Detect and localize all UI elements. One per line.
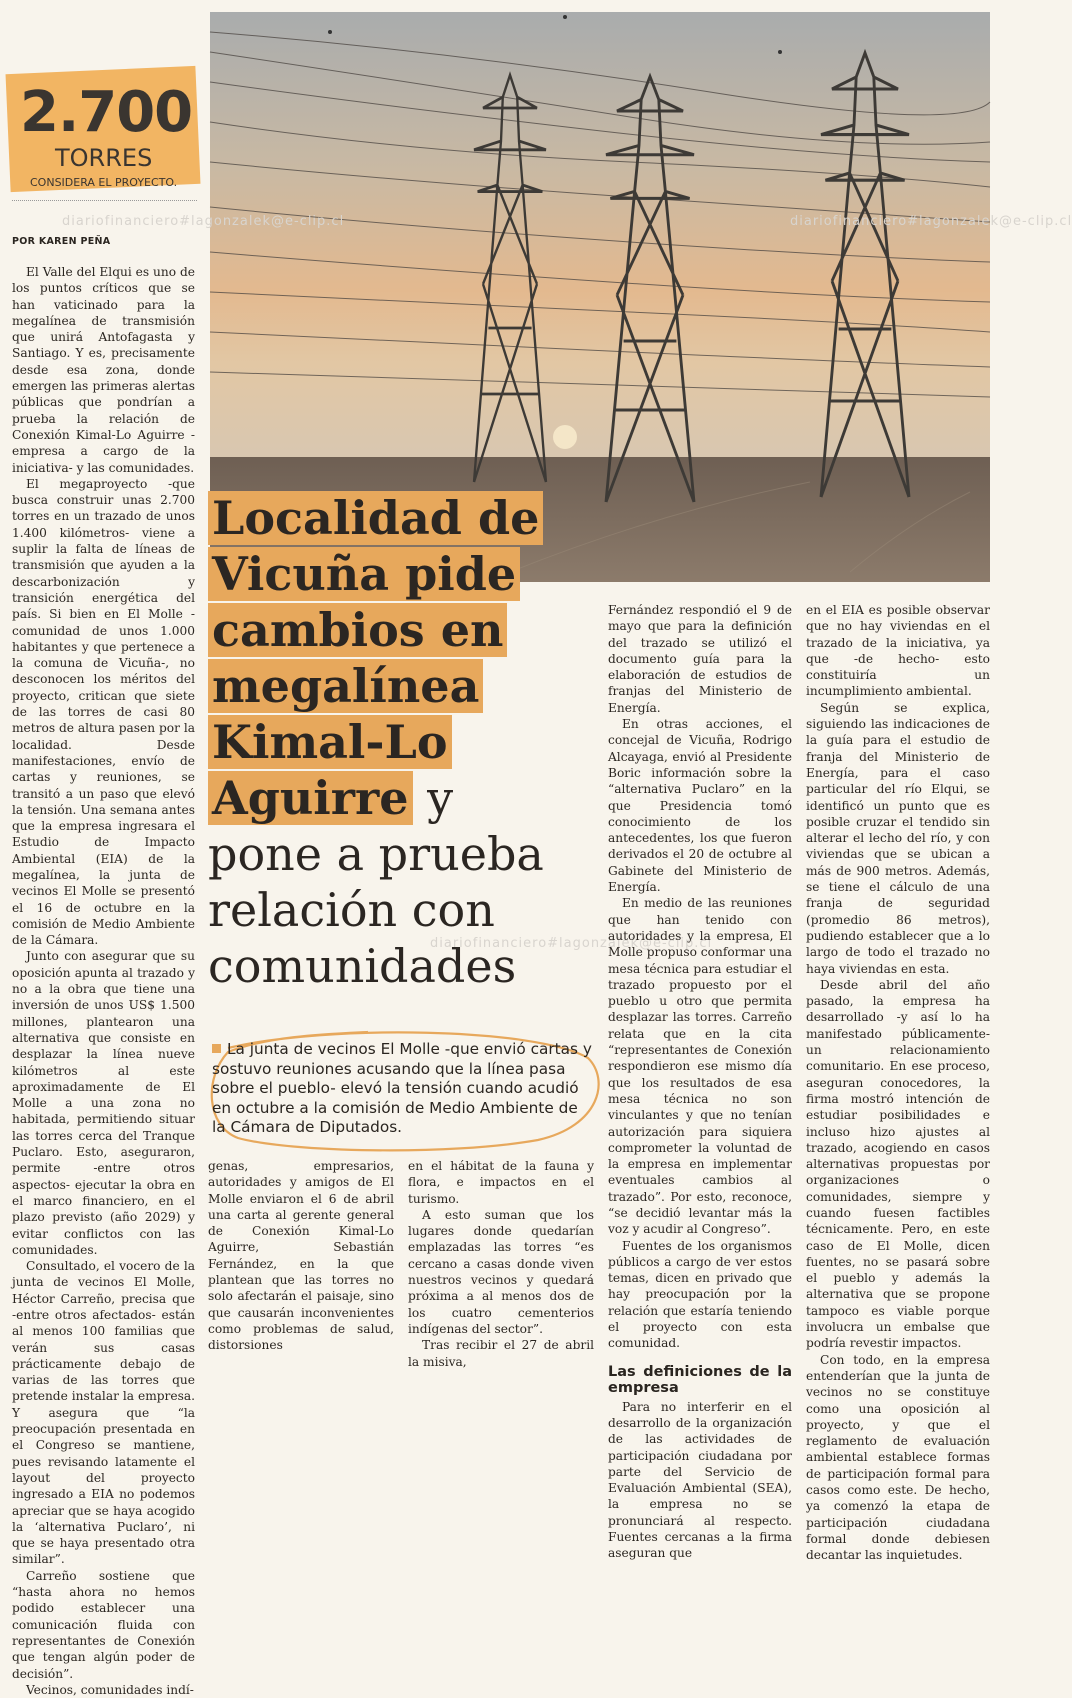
paragraph: genas, empresarios, autoridades y amigos de El Molle enviaron el 6 de abril una carta al gerente general de Conexión Kimal-Lo Aguirre, Sebastián Fernández, en la que plantean que las torres no solo afectarán el paisaje, sino que causarán inconvenientes como problemas de salud, distorsiones (208, 1159, 394, 1353)
headline-line: cambios en (208, 603, 507, 657)
watermark: diariofinanciero#lagonzalek@e-clip.cl (430, 936, 713, 951)
article-column-3 (408, 1158, 594, 1369)
section-heading: Las definiciones de la empresa (608, 1363, 792, 1396)
stat-unit: TORRES (55, 144, 153, 172)
paragraph: A esto suman que los lugares donde quedarían emplazadas las torres “es cercano a casas donde viven nuestros vecinos y quedará próxima a al menos dos de los cuatro cementerios indígenas del sector”. (408, 1207, 594, 1336)
paragraph: en el EIA es posible observar que no hay viviendas en el trazado de la iniciativa, ya que -de hecho- esto constituiría un incumplimiento ambiental. (806, 603, 990, 699)
stat-number: 2.700 (20, 80, 193, 145)
headline-line: Kimal-Lo (208, 715, 452, 769)
headline-line: pone a prueba (208, 827, 544, 881)
paragraph: Carreño sostiene que “hasta ahora no hemos podido establecer una comunicación fluida con representantes de Conexión que tengan algún poder de decisión”. (12, 1568, 195, 1681)
headline-line: comunidades (208, 939, 517, 993)
article-column-4 (608, 602, 792, 1561)
headline (208, 490, 598, 994)
stat-caption: CONSIDERA EL PROYECTO. (30, 176, 178, 189)
paragraph: El megaproyecto -que busca construir unas 2.700 torres en un trazado de unos 1.400 kilómetros- viene a suplir la falta de líneas de transmisión que ayuden a la descarbonización y transición energética del país. Si bien en El Molle -comunidad de unos 1.000 habitantes y que pertenece a la comuna de Vicuña-, no desconocen los méritos del proyecto, critican que siete de las torres de casi 80 metros de altura pasen por la localidad. Desde manifestaciones, envío de cartas y reuniones, se transitó a un paso que elevó la tensión. Una semana antes que la empresa ingresara el Estudio de Impacto Ambiental (EIA) de la megalínea, la junta de vecinos El Molle se presentó el 16 de octubre en la comisión de Medio Ambiente de la Cámara. (12, 476, 195, 948)
lead-paragraph (212, 1040, 596, 1138)
paragraph: Para no interferir en el desarrollo de la organización de las actividades de participación ciudadana por parte del Servicio de Evaluación Ambiental (SEA), la empresa no se pronunciará al respecto. Fuentes cercanas a la firma aseguran que (608, 1399, 792, 1561)
headline-line: Localidad de (208, 491, 543, 545)
paragraph: en el hábitat de la fauna y flora, e impactos en el turismo. (408, 1159, 594, 1206)
article-column-1 (12, 264, 195, 1697)
divider (12, 200, 197, 201)
paragraph: Fuentes de los organismos públicos a cargo de ver estos temas, dicen en privado que hay preocupación por la relación que estaría teniendo el proyecto con esta comunidad. (608, 1238, 792, 1351)
bullet-square-icon (212, 1044, 221, 1053)
paragraph: Consultado, el vocero de la junta de vecinos El Molle, Héctor Carreño, precisa que -entre otros afectados- están al menos 100 familias que verán sus casas prácticamente debajo de varias de las torres que pretende instalar la empresa. Y asegura que “la preocupación presentada en el Congreso se mantiene, pues revisando latamente el layout del proyecto ingresado a EIA no podemos apreciar que se haya acogido la ‘alternativa Puclaro’, ni que se haya presentado otra similar”. (12, 1259, 195, 1567)
byline: POR KAREN PEÑA (12, 236, 111, 247)
paragraph: Desde abril del año pasado, la empresa ha desarrollado -y así lo ha manifestado públicamente- un relacionamiento comunitario. En ese proceso, aseguran conocedores, la firma mostró intención de estudiar posibilidades e incluso hizo ajustes al trazado, acogiendo en casos alternativas propuestas por organizaciones o comunidades, siempre y cuando fuesen factibles técnicamente. Pero, en este caso de El Molle, dicen fuentes, no se pasará sobre el pueblo y además la alternativa que se propone tampoco es viable porque involucra un embalse que podría revestir impactos. (806, 977, 990, 1351)
paragraph: Vecinos, comunidades indí- (26, 1682, 194, 1697)
paragraph: Junto con asegurar que su oposición apunta al trazado y no a la obra que tiene una inversión de unos US$ 1.500 millones, plantearon una alternativa que consiste en desplazar la línea nueve kilómetros al este aproximadamente de El Molle a una zona no habitada, permitiendo situar las torres cerca del Tranque Puclaro. Esto, aseguraron, permite -entre otros aspectos- ejecutar la obra en el marco financiero, en el plazo previsto (año 2029) y evitar conflictos con las comunidades. (12, 949, 195, 1257)
paragraph: Fernández respondió el 9 de mayo que para la definición del trazado se utilizó el documento guía para la elaboración de estudios de franjas del Ministerio de Energía. (608, 603, 792, 715)
headline-connector: y (412, 771, 454, 825)
paragraph: Tras recibir el 27 de abril la misiva, (408, 1338, 594, 1369)
article-column-2 (208, 1158, 394, 1353)
lead-text: La junta de vecinos El Molle -que envió cartas y sostuvo reuniones acusando que la línea pasa sobre el pueblo- elevó la tensión cuando acudió en octubre a la comisión de Medio Ambiente de la Cámara de Diputados. (212, 1040, 592, 1136)
headline-line: relación con (208, 883, 495, 937)
headline-line: Vicuña pide (208, 547, 520, 601)
headline-line: megalínea (208, 659, 483, 713)
paragraph: Con todo, en la empresa entenderían que la junta de vecinos no se constituye como una oposición al proyecto, y que el reglamento de evaluación ambiental establece formas de participación formal para casos como este. De hecho, ya comenzó la etapa de participación ciudadana formal donde debiesen decantar las inquietudes. (806, 1352, 990, 1563)
paragraph: Según se explica, siguiendo las indicaciones de la guía para el estudio de franja del Ministerio de Energía, para el caso particular del río Elqui, se identificó un punto que es posible cruzar el tendido sin alterar el lecho del río, y con viviendas que se ubican a más de 900 metros. Además, se tiene el cálculo de una franja de seguridad (promedio 86 metros), pudiendo establecer que a lo largo de todo el trazado no haya viviendas en esta. (806, 700, 990, 976)
watermark: diariofinanciero#lagonzalek@e-clip.cl (790, 214, 1072, 229)
article-column-5 (806, 602, 990, 1563)
headline-line: Aguirre (208, 771, 413, 825)
paragraph: El Valle del Elqui es uno de los puntos críticos que se han vaticinado para la megalínea de transmisión que unirá Antofagasta y Santiago. Y es, precisamente desde esa zona, donde emergen las primeras alertas públicas que pondrían a prueba la relación de Conexión Kimal-Lo Aguirre -empresa a cargo de la iniciativa- y las comunidades. (12, 265, 195, 475)
paragraph: En otras acciones, el concejal de Vicuña, Rodrigo Alcayaga, envió al Presidente Boric información sobre la “alternativa Puclaro” en la que Presidencia tomó conocimiento de los antecedentes, los que fueron derivados el 20 de octubre al Gabinete del Ministerio de Energía. (608, 717, 792, 895)
watermark: diariofinanciero#lagonzalek@e-clip.cl (62, 214, 345, 229)
paragraph: En medio de las reuniones que han tenido con autoridades y la empresa, El Molle propuso conformar una mesa técnica para estudiar el trazado propuesto por el pueblo u otro que permita desplazar las torres. Carreño relata que en la cita “representantes de Conexión respondieron ese mismo día que los resultados de esa mesa técnica no son vinculantes y que no tenían autorización para siquiera comprometer la voluntad de la empresa en implementar eventuales cambios al trazado”. Por esto, reconoce, “se decidió levantar más la voz y acudir al Congreso”. (608, 896, 792, 1237)
